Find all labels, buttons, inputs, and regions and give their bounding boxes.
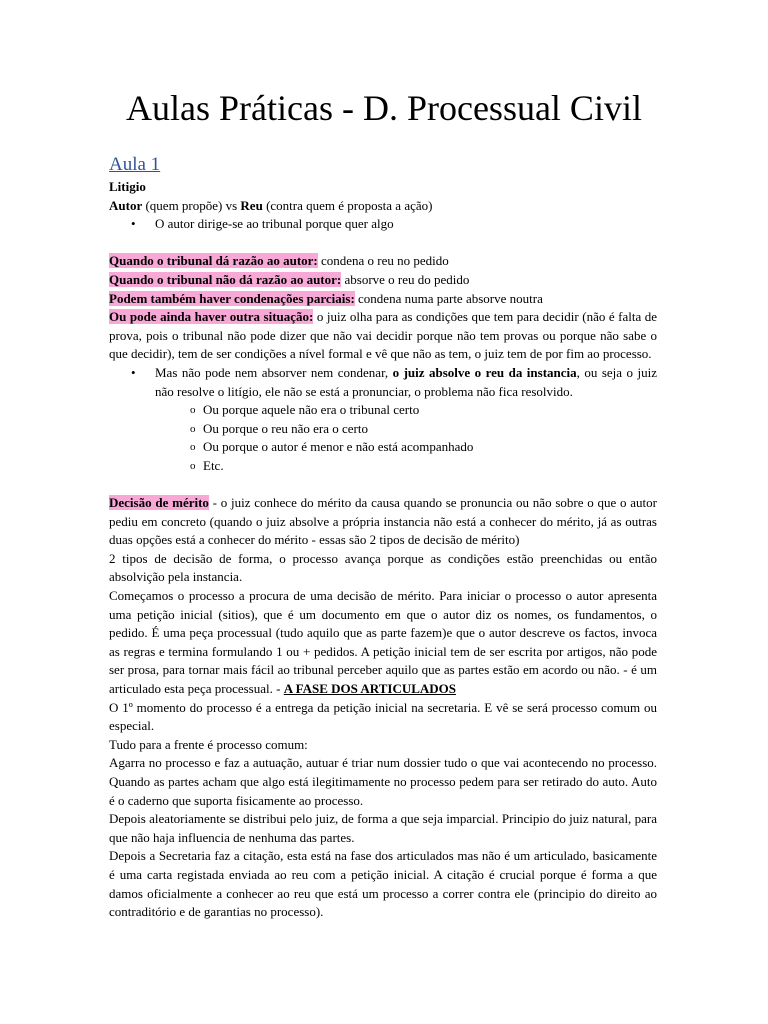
sub-item: o Etc. <box>109 457 657 476</box>
distribui-paragraph: Depois aleatoriamente se distribui pelo juiz, de forma a que seja imparcial. Principio do juiz natural, para que não haja influencia de nenhuma das partes. <box>109 811 657 845</box>
sub-item: o Ou porque aquele não era o tribunal certo <box>109 401 657 420</box>
spacer <box>109 234 657 253</box>
litigio-heading: Litigio <box>109 179 146 194</box>
document-title: Aulas Práticas - D. Processual Civil <box>126 88 642 128</box>
citacao-paragraph: Depois a Secretaria faz a citação, esta está na fase dos articulados mas não é um articulado, basicamente é uma carta registada enviada ao reu com a petição inicial. A citação é crucial porque é forma a que damos oficialmente a conhecer ao reu que está um processo a correr contra ele (principio do direito ao contraditório e de garantias no processo). <box>109 848 657 920</box>
document-body <box>109 152 657 922</box>
tudo-paragraph: Tudo para a frente é processo comum: <box>109 736 308 752</box>
sub-item: o Ou porque o autor é menor e não está acompanhado <box>109 438 657 457</box>
spacer <box>109 476 657 495</box>
case-line-absorve: Quando o tribunal não dá razão ao autor: absorve o reu do pedido <box>109 271 470 287</box>
merito-paragraph: Decisão de mérito - o juiz conhece do mérito da causa quando se pronuncia ou não sobre o que o autor pediu em concreto (quando o juiz absolve a própria instancia não está a conhecer do mérito, já as outras duas opções está a conhecer do mérito - essas são 2 tipos de decisão de mérito) <box>109 495 657 548</box>
case-line-condena: Quando o tribunal dá razão ao autor: condena o reu no pedido <box>109 253 449 269</box>
momento-paragraph: O 1º momento do processo é a entrega da petição inicial na secretaria. E vê se será processo comum ou especial. <box>109 699 657 734</box>
agarra-paragraph: Agarra no processo e faz a autuação, autuar é triar num dossier tudo o que vai acontecendo no processo. Quando as partes acham que algo está ilegitimamente no processo pedem para ser retirado do auto. Auto é o caderno que suporta fisicamente ao processo. <box>109 755 657 808</box>
autor-line: Autor (quem propõe) vs Reu (contra quem é proposta a ação) <box>109 197 433 213</box>
section-heading: Aula 1 <box>109 154 161 175</box>
bullet-absolve: • Mas não pode nem absorver nem condenar, o juiz absolve o reu da instancia, ou seja o juiz não resolve o litígio, ele não se está a pronunciar, o problema não fica resolvido. <box>109 364 657 401</box>
bullet-autor: • O autor dirige-se ao tribunal porque quer algo <box>109 215 657 234</box>
case-line-parcial: Podem também haver condenações parciais: condena numa parte absorve noutra <box>109 290 543 306</box>
forma-paragraph: 2 tipos de decisão de forma, o processo avança porque as condições estão preenchidas ou então absolvição pela instancia. <box>109 550 657 585</box>
case-line-outra: Ou pode ainda haver outra situação: o juiz olha para as condições que tem para decidir (não é falta de prova, pois o tribunal não pode dizer que não vai decidir porque não tem provas ou porque não sabe o que decidir), tem de ser condições a nível formal e vê que não as tem, o juiz tem de por fim ao processo. <box>109 309 657 362</box>
comecamos-paragraph: Começamos o processo a procura de uma decisão de mérito. Para iniciar o processo o autor apresenta uma petição inicial (sitios), que é um documento em que o autor diz os nomes, os fundamentos, o pedido. É uma peça processual (tudo aquilo que as parte fazem)e que o autor descreve os factos, invoca as regras e termina formulando 1 ou + pedidos. A petição inicial tem de ser escrita por artigos, não pode ser prosa, para tornar mais fácil ao tribunal perceber aquilo que as partes estão em acordo ou não. - é um articulado esta peça processual. - A FASE DOS ARTICULADOS <box>109 588 657 697</box>
sub-item: o Ou porque o reu não era o certo <box>109 420 657 439</box>
